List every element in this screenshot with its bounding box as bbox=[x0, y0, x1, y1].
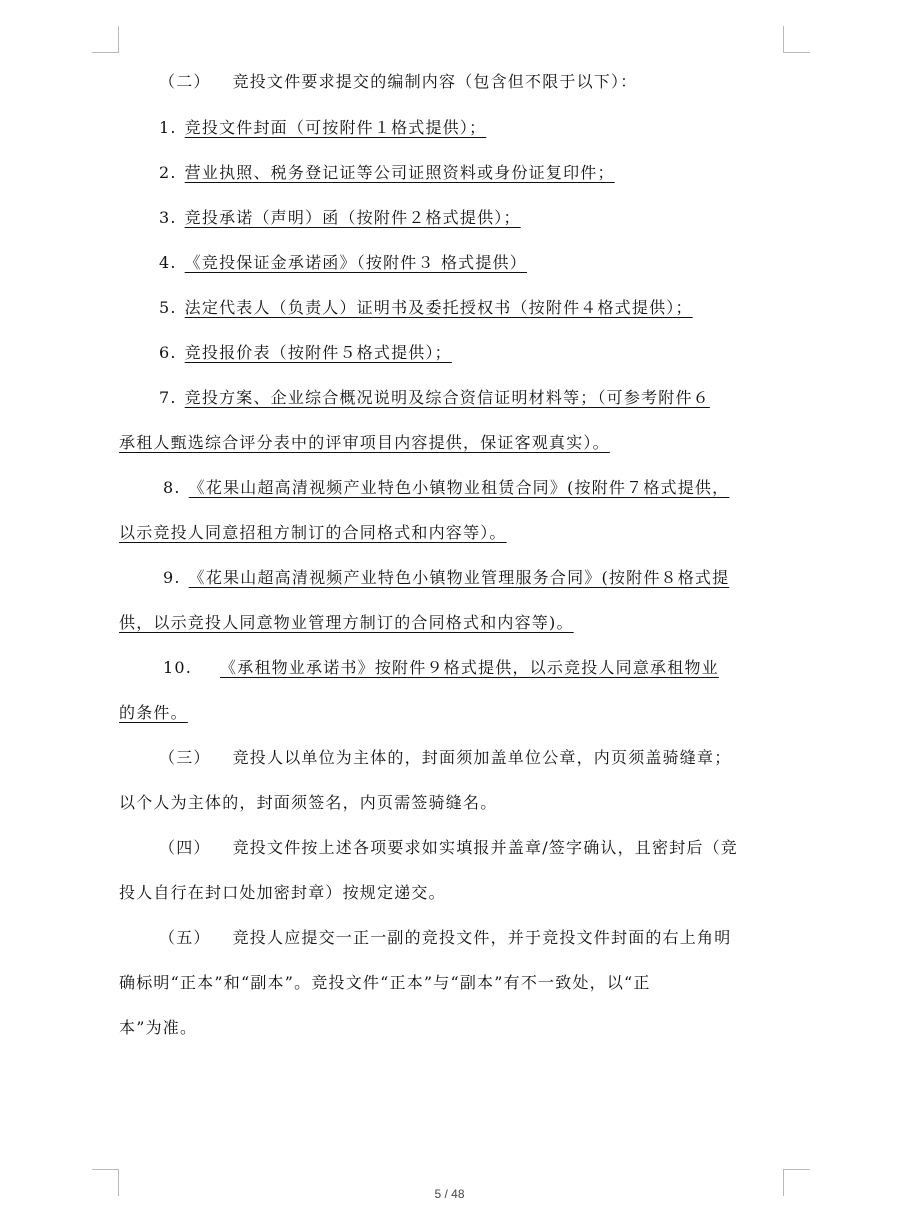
list-item-text: 《花果山超高清视频产业特色小镇物业租赁合同》(按附件７格式提供， bbox=[188, 478, 730, 497]
list-item-text: 营业执照、税务登记证等公司证照资料或身份证复印件； bbox=[184, 163, 615, 182]
section-label: （五） bbox=[159, 928, 211, 947]
list-item-text: 竞投文件封面（可按附件１格式提供）； bbox=[184, 118, 487, 137]
list-item-number: 9. bbox=[163, 568, 181, 587]
list-item-number: 1. bbox=[159, 118, 177, 137]
section-paragraph-3 bbox=[159, 748, 731, 768]
list-item-continuation bbox=[119, 613, 574, 633]
list-item bbox=[159, 163, 615, 183]
section-text: 竞投文件要求提交的编制内容（包含但不限于以下）： bbox=[232, 72, 638, 91]
section-text: 以个人为主体的，封面须签名，内页需签骑缝名。 bbox=[119, 793, 498, 812]
list-item bbox=[163, 478, 729, 498]
section-heading-2 bbox=[159, 72, 637, 92]
section-text: 竞投文件按上述各项要求如实填报并盖章/签字确认，且密封后（竞 bbox=[232, 838, 739, 857]
list-item-number: 7. bbox=[159, 388, 177, 407]
list-item-text: 《花果山超高清视频产业特色小镇物业管理服务合同》(按附件８格式提 bbox=[188, 568, 730, 587]
list-item bbox=[159, 253, 527, 273]
section-label: （四） bbox=[159, 838, 211, 857]
list-item-number: 3. bbox=[159, 208, 177, 227]
list-item-text: 承租人甄选综合评分表中的评审项目内容提供，保证客观真实）。 bbox=[119, 433, 610, 452]
list-item-text: 法定代表人（负责人）证明书及委托授权书（按附件４格式提供）； bbox=[184, 298, 693, 317]
crop-mark-top-right bbox=[783, 52, 810, 53]
list-item-text: 竞投报价表（按附件５格式提供）； bbox=[184, 343, 452, 362]
section-label: （三） bbox=[159, 748, 211, 767]
list-item bbox=[159, 343, 452, 363]
section-paragraph-continuation bbox=[119, 1018, 197, 1038]
section-text: 确标明“正本”和“副本”。竞投文件“正本”与“副本”有不一致处，以“正 bbox=[119, 973, 651, 992]
list-item bbox=[159, 208, 521, 228]
section-paragraph-4 bbox=[159, 838, 738, 858]
section-text: 投人自行在封口处加密封章）按规定递交。 bbox=[119, 883, 446, 902]
list-item bbox=[163, 568, 729, 588]
list-item-continuation bbox=[119, 433, 610, 453]
section-text: 竞投人以单位为主体的，封面须加盖单位公章，内页须盖骑缝章； bbox=[232, 748, 732, 767]
list-item bbox=[163, 658, 719, 678]
list-item-text: 的条件。 bbox=[119, 703, 188, 722]
list-item-text: 竞投承诺（声明）函（按附件２格式提供）； bbox=[184, 208, 521, 227]
section-label: （二） bbox=[159, 72, 211, 91]
section-text: 本”为准。 bbox=[119, 1018, 198, 1037]
list-item-text: 以示竞投人同意招租方制订的合同格式和内容等）。 bbox=[119, 523, 507, 542]
list-item-text: 《竞投保证金承诺函》（按附件３ 格式提供） bbox=[184, 253, 527, 272]
list-item-text: 竞投方案、企业综合概况说明及综合资信证明材料等；（可参考附件６ bbox=[184, 388, 710, 407]
list-item-number: 4. bbox=[159, 253, 177, 272]
list-item-number: 8. bbox=[163, 478, 181, 497]
list-item-number: 5. bbox=[159, 298, 177, 317]
list-item-text: 供，以示竞投人同意物业管理方制订的合同格式和内容等)。 bbox=[119, 613, 574, 632]
section-paragraph-continuation bbox=[119, 883, 446, 903]
section-paragraph-continuation bbox=[119, 973, 651, 993]
crop-mark-top-left bbox=[92, 52, 119, 53]
list-item bbox=[159, 388, 710, 408]
crop-mark-top-right bbox=[783, 26, 784, 53]
crop-mark-top-left bbox=[118, 26, 119, 53]
list-item-number: 6. bbox=[159, 343, 177, 362]
section-text: 竞投人应提交一正一副的竞投文件，并于竞投文件封面的右上角明 bbox=[232, 928, 732, 947]
crop-mark-bottom-right bbox=[783, 1169, 810, 1170]
list-item-continuation bbox=[119, 703, 188, 723]
crop-mark-bottom-left bbox=[92, 1169, 119, 1170]
page-indicator: 5 / 48 bbox=[434, 1187, 465, 1201]
section-paragraph-continuation bbox=[119, 793, 497, 813]
list-item-number: 10. bbox=[163, 658, 193, 677]
section-paragraph-5 bbox=[159, 928, 731, 948]
list-item-continuation bbox=[119, 523, 507, 543]
list-item bbox=[159, 298, 693, 318]
list-item-number: 2. bbox=[159, 163, 177, 182]
list-item-text: 《承租物业承诺书》按附件９格式提供，以示竞投人同意承租物业 bbox=[220, 658, 719, 677]
list-item bbox=[159, 118, 486, 138]
